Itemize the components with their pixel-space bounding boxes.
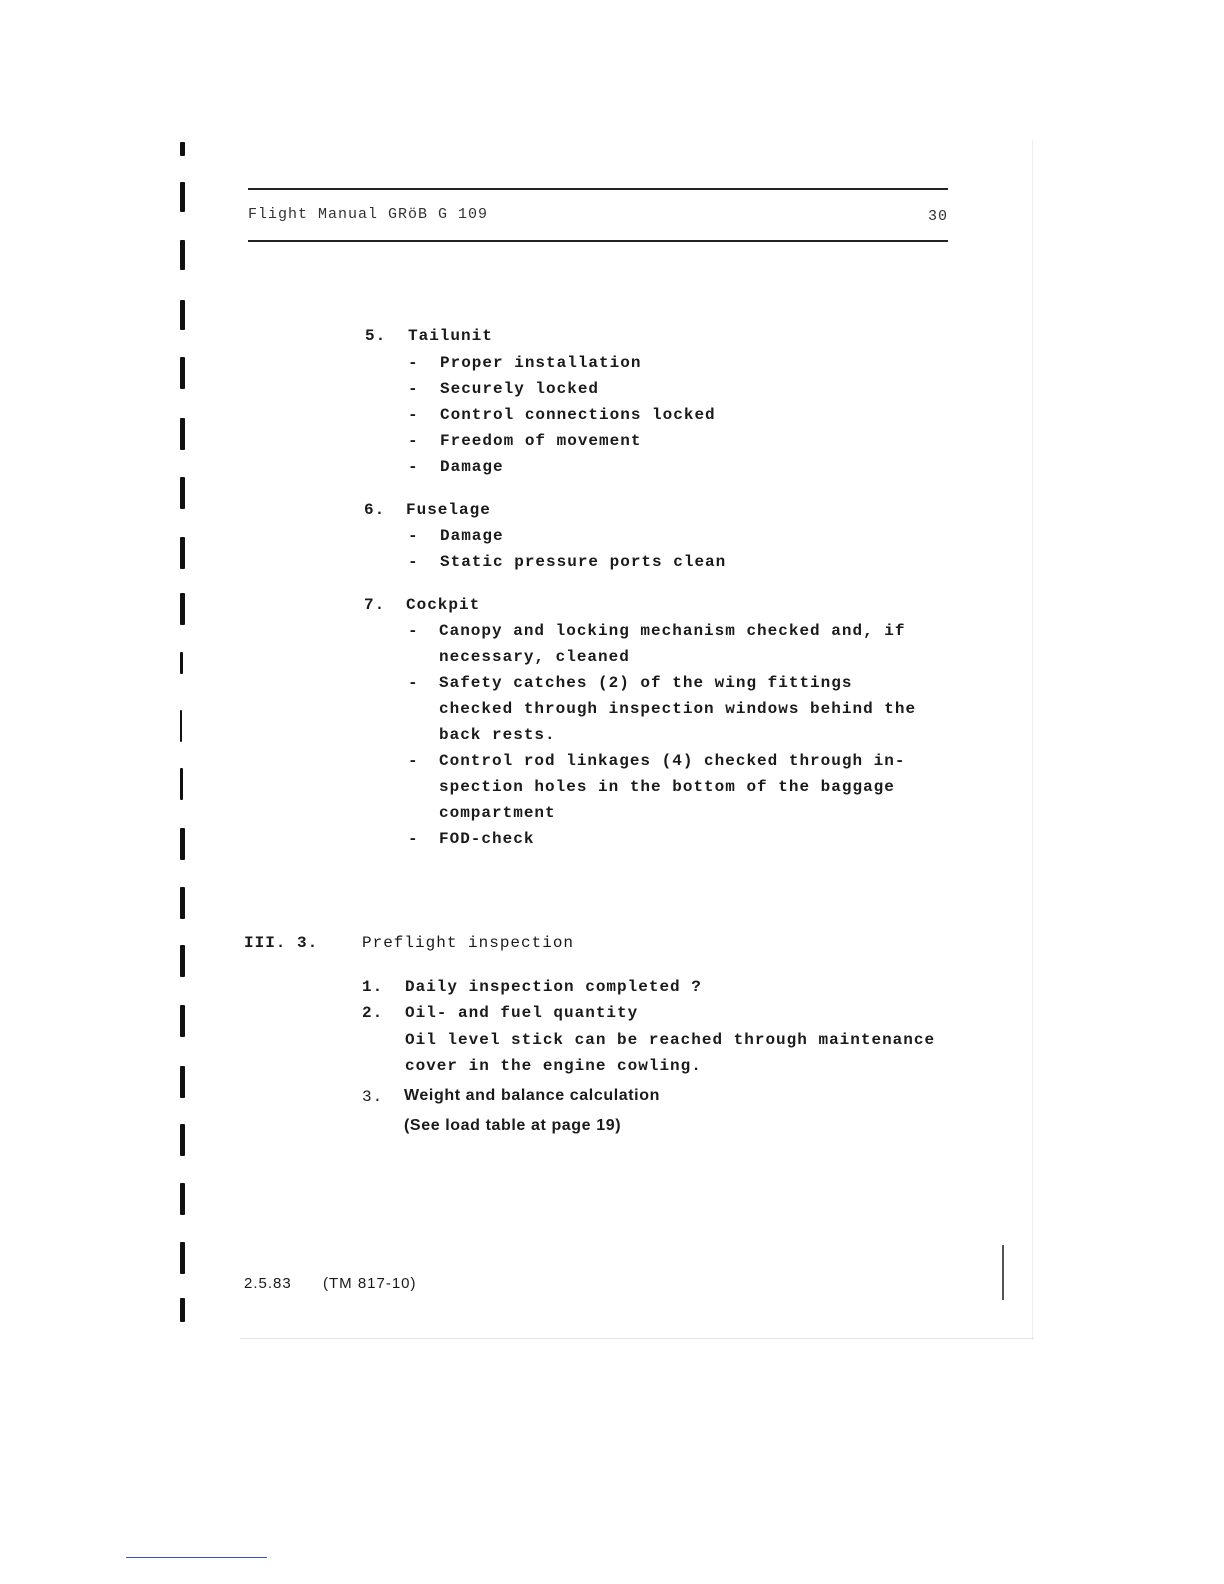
scan-mark — [1002, 1245, 1004, 1300]
list-item-continued: back rests. — [439, 726, 556, 744]
list-item: Static pressure ports clean — [440, 553, 727, 571]
list-item: Securely locked — [440, 380, 600, 398]
bullet-dash: - — [408, 354, 419, 372]
list-item: Daily inspection completed ? — [405, 978, 702, 996]
item-number: 1. — [362, 978, 384, 996]
bullet-dash: - — [408, 752, 419, 770]
item-number: 3. — [362, 1088, 384, 1106]
page-edge-bottom — [240, 1338, 1034, 1339]
bullet-dash: - — [408, 380, 419, 398]
list-item-continued: compartment — [439, 804, 556, 822]
footer-date: 2.5.83 — [244, 1275, 292, 1292]
list-item-continued: checked through inspection windows behind the — [439, 700, 917, 718]
list-item: Freedom of movement — [440, 432, 642, 450]
header-rule-bottom — [248, 240, 948, 242]
section-title: Tailunit — [408, 327, 493, 345]
list-item: Control connections locked — [440, 406, 716, 424]
list-item: Oil- and fuel quantity — [405, 1004, 639, 1022]
list-item: Damage — [440, 458, 504, 476]
list-item: Proper installation — [440, 354, 642, 372]
header-rule-top — [248, 188, 948, 190]
list-item-continued: necessary, cleaned — [439, 648, 630, 666]
item-number: 2. — [362, 1004, 384, 1022]
list-item: Canopy and locking mechanism checked and, if — [439, 622, 906, 640]
list-item: Damage — [440, 527, 504, 545]
bullet-dash: - — [408, 432, 419, 450]
list-item-continued: (See load table at page 19) — [404, 1117, 622, 1134]
section-title: Fuselage — [406, 501, 491, 519]
list-item: Control rod linkages (4) checked through in- — [439, 752, 906, 770]
list-item: FOD-check — [439, 830, 535, 848]
section-number: III. 3. — [244, 934, 319, 952]
section-number: 7. — [364, 596, 386, 614]
page-edge-right — [1032, 140, 1033, 1340]
blue-line — [126, 1557, 267, 1558]
list-item-continued: cover in the engine cowling. — [405, 1057, 702, 1075]
list-item: Weight and balance calculation — [404, 1087, 660, 1104]
bullet-dash: - — [408, 553, 419, 571]
bullet-dash: - — [408, 527, 419, 545]
footer-reference: (TM 817-10) — [323, 1275, 417, 1292]
bullet-dash: - — [408, 458, 419, 476]
list-item: Safety catches (2) of the wing fittings — [439, 674, 853, 692]
page-number: 30 — [928, 208, 949, 225]
section-number: 5. — [365, 327, 387, 345]
section-number: 6. — [364, 501, 386, 519]
list-item-continued: Oil level stick can be reached through maintenance — [405, 1031, 936, 1049]
bullet-dash: - — [408, 406, 419, 424]
bullet-dash: - — [408, 830, 419, 848]
header-title: Flight Manual GRöB G 109 — [248, 206, 489, 223]
bullet-dash: - — [408, 622, 419, 640]
bullet-dash: - — [408, 674, 419, 692]
section-title: Cockpit — [406, 596, 481, 614]
section-title: Preflight inspection — [362, 934, 575, 952]
list-item-continued: spection holes in the bottom of the baggage — [439, 778, 895, 796]
